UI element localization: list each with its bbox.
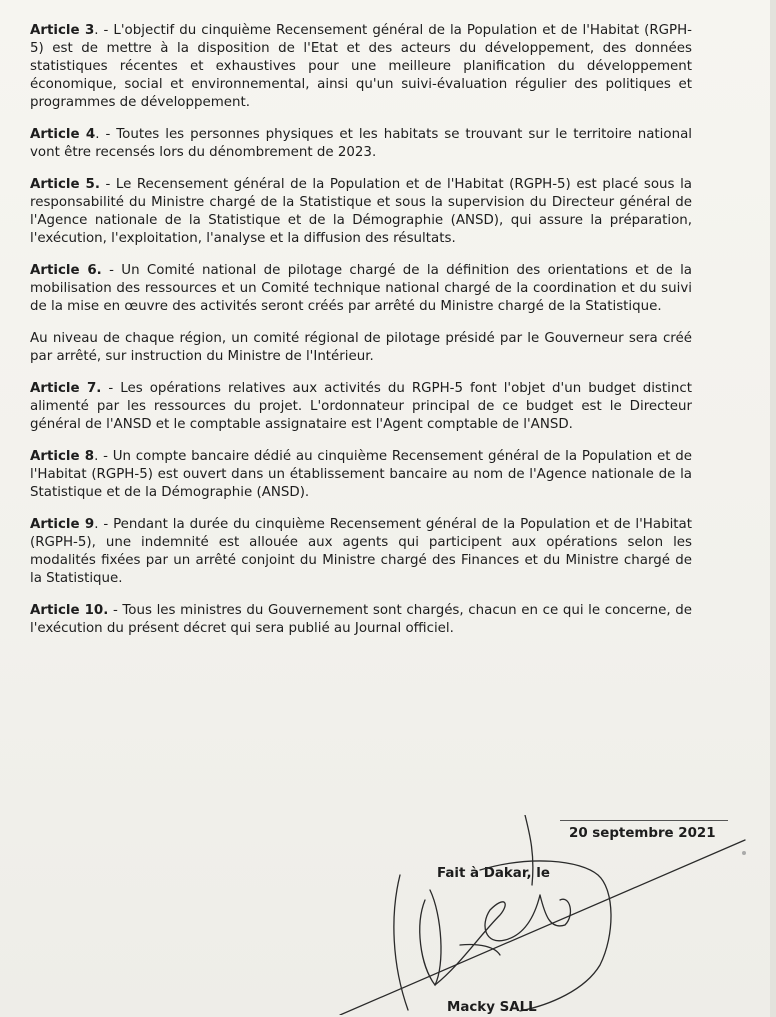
article-text: Le Recensement général de la Population et de l'Habitat (RGPH-5) est placé sous la responsabilité du Ministre chargé de la Statistique et sous la supervision du Directeur général de l'Agence nationale de la Statistique et de la Démographie (ANSD), qui assure la préparation, l'exécution, l'exploitation, l'analyse et la diffusion des résultats.: [30, 177, 692, 246]
article-separator: -: [108, 603, 123, 618]
decree-body: [30, 22, 692, 652]
article-9: [30, 516, 692, 588]
article-separator: . -: [94, 23, 114, 38]
article-3: [30, 22, 692, 112]
article-label: Article 5.: [30, 177, 100, 192]
article-label: Article 4: [30, 127, 96, 142]
article-6-regional: [30, 330, 692, 366]
handwritten-signature: [330, 815, 750, 1015]
article-8: [30, 448, 692, 502]
paper-speck: [742, 851, 746, 855]
article-text: L'objectif du cinquième Recensement général de la Population et de l'Habitat (RGPH-5) est de mettre à la disposition de l'Etat et des acteurs du développement, des données statistiques récentes et exhaustives pour une meilleure planification du développement économique, social et environnemental, ainsi qu'un suivi-évaluation régulier des politiques et programmes de développement.: [30, 23, 692, 110]
article-label: Article 9: [30, 517, 95, 532]
article-separator: -: [101, 263, 122, 278]
article-5: [30, 176, 692, 248]
article-separator: . -: [94, 449, 113, 464]
article-text: Toutes les personnes physiques et les habitats se trouvant sur le territoire national vont être recensés lors du dénombrement de 2023.: [30, 127, 693, 160]
signature-place: Fait à Dakar, le: [437, 866, 550, 881]
article-separator: . -: [95, 127, 117, 142]
article-label: Article 3: [30, 23, 95, 38]
paragraph-text: Au niveau de chaque région, un comité régional de pilotage présidé par le Gouverneur sera créé par arrêté, sur instruction du Ministre de l'Intérieur.: [30, 331, 692, 364]
article-text: Un compte bancaire dédié au cinquième Recensement général de la Population et de l'Habitat (RGPH-5) est ouvert dans un établissement bancaire au nom de l'Agence nationale de la Statistique et de la Démographie (ANSD).: [30, 449, 692, 500]
signatory-name: Macky SALL: [447, 1000, 537, 1015]
article-4: [30, 126, 692, 162]
article-label: Article 6.: [30, 263, 102, 278]
article-label: Article 10.: [30, 603, 109, 618]
article-separator: . -: [94, 517, 114, 532]
article-6: [30, 262, 692, 316]
article-7: [30, 380, 692, 434]
article-label: Article 7.: [30, 381, 102, 396]
article-separator: -: [99, 177, 116, 192]
article-text: Un Comité national de pilotage chargé de la définition des orientations et de la mobilisation des ressources et un Comité technique national chargé de la coordination et du suivi de la mise en œuvre des activités seront créés par arrêté du Ministre chargé de la Statistique.: [30, 263, 692, 314]
article-10: [30, 602, 692, 638]
article-separator: -: [101, 381, 121, 396]
article-text: Tous les ministres du Gouvernement sont chargés, chacun en ce qui le concerne, de l'exécution du présent décret qui sera publié au Journal officiel.: [30, 603, 693, 636]
signature-date: 20 septembre 2021: [569, 826, 716, 841]
article-text: Pendant la durée du cinquième Recensement général de la Population et de l'Habitat (RGPH-5), une indemnité est allouée aux agents qui participent aux opérations selon les modalités fixées par un arrêté conjoint du Ministre chargé des Finances et du Ministre chargé de la Statistique.: [30, 517, 692, 586]
page-edge: [770, 0, 776, 1017]
article-label: Article 8: [30, 449, 95, 464]
article-text: Les opérations relatives aux activités du RGPH-5 font l'objet d'un budget distinct alimenté par les ressources du projet. L'ordonnateur principal de ce budget est le Directeur général de l'ANSD et le comptable assignataire est l'Agent comptable de l'ANSD.: [30, 381, 692, 432]
